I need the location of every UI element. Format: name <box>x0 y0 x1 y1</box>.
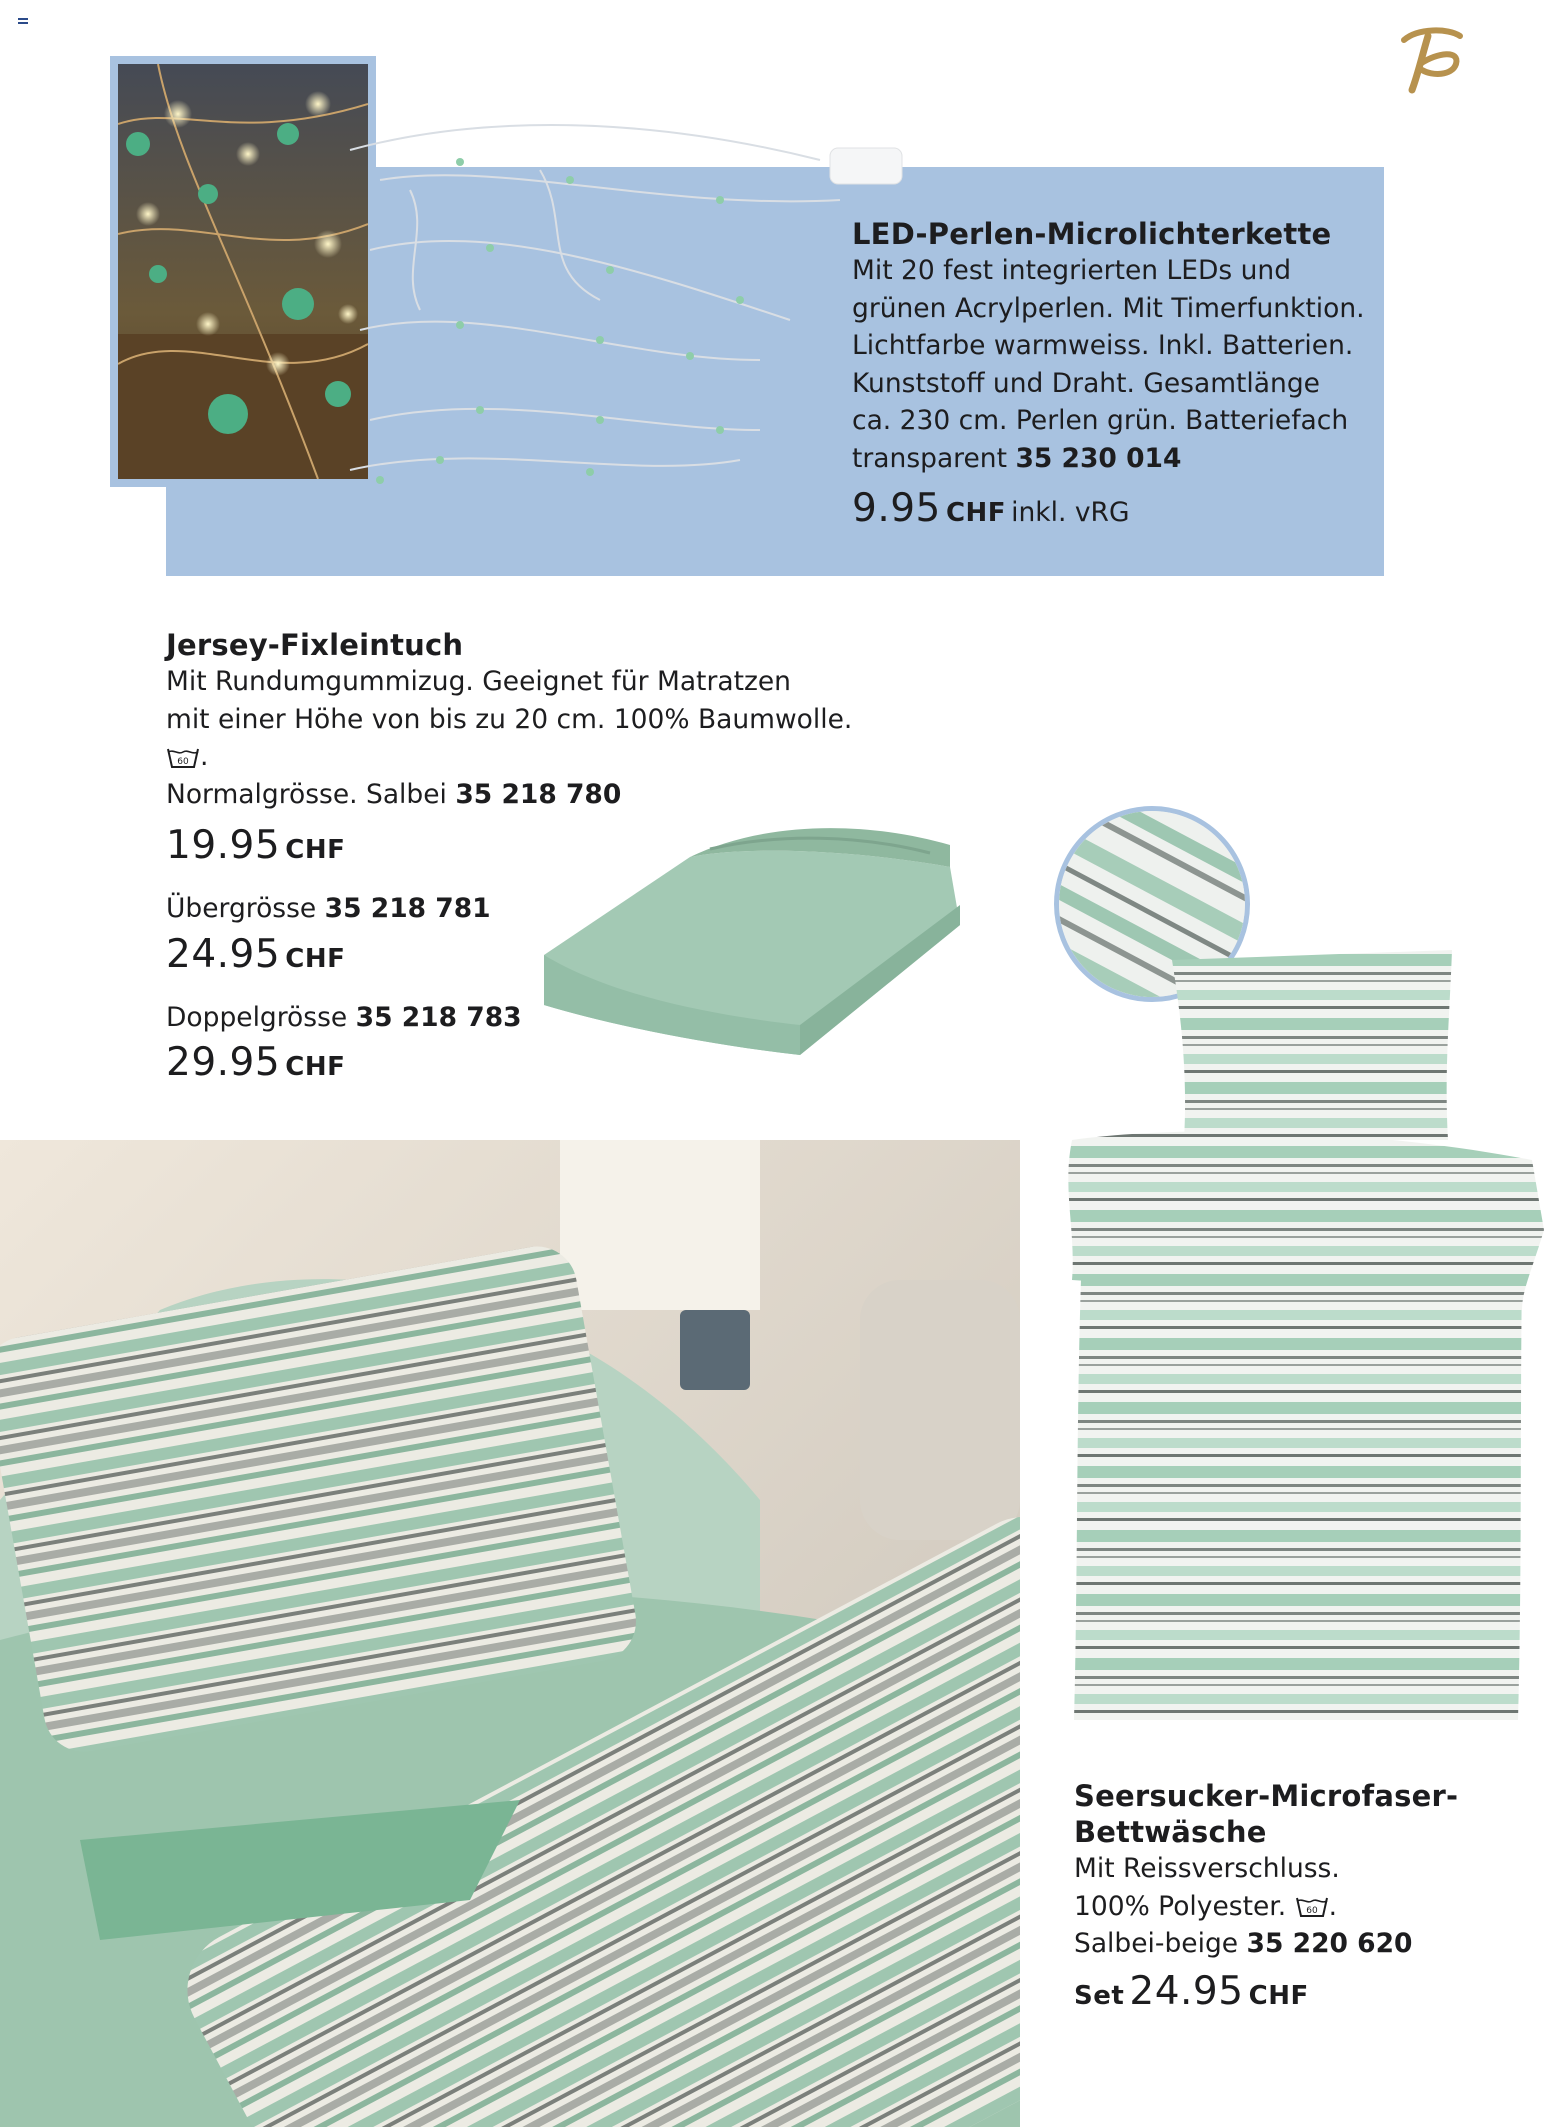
bed-linen-set-image <box>1052 950 1550 1730</box>
jersey-article-oversize: 35 218 781 <box>324 893 491 924</box>
menu-icon <box>18 18 28 26</box>
tchibo-logo-icon <box>1398 26 1466 96</box>
led-line-2: grünen Acrylperlen. Mit Timerfunktion. <box>852 292 1365 324</box>
led-line-6 <box>852 440 1372 478</box>
wash-60-icon <box>1295 1895 1329 1919</box>
jersey-price-double-value: 29.95 <box>166 1040 281 1085</box>
seersucker-title-1: Seersucker-Microfaser- <box>1074 1779 1459 1813</box>
jersey-article-double: 35 218 783 <box>355 1001 522 1033</box>
seersucker-price-value: 24.95 <box>1129 1968 1244 2014</box>
led-lifestyle-photo <box>118 64 368 479</box>
led-string-product-image <box>340 100 920 520</box>
jersey-price-oversize-value: 24.95 <box>166 931 281 977</box>
led-price-currency: CHF <box>945 498 1007 528</box>
jersey-line-2-text: mit einer Höhe von bis zu 20 cm. 100% Baumwolle. <box>166 703 853 735</box>
led-line-4: Kunststoff und Draht. Gesamtlänge <box>852 367 1320 399</box>
fitted-sheet-image <box>530 805 970 1065</box>
jersey-price-oversize-currency: CHF <box>285 943 346 974</box>
led-product-description <box>852 216 1372 477</box>
seersucker-product-description <box>1074 1778 1534 2014</box>
jersey-line-2-end: . <box>200 741 209 772</box>
led-line-3: Lichtfarbe warmweiss. Inkl. Batterien. <box>852 330 1354 361</box>
seersucker-line-2-end: . <box>1328 1890 1338 1922</box>
jersey-price-normal-value: 19.95 <box>166 823 281 868</box>
jersey-oversize-label: Übergrösse <box>166 893 317 924</box>
jersey-line-1: Mit Rundumgummizug. Geeignet für Matratzen <box>166 666 791 697</box>
svg-text:60: 60 <box>177 756 189 767</box>
seersucker-price-currency: CHF <box>1248 1980 1309 2011</box>
led-article-number: 35 230 014 <box>1015 442 1182 474</box>
seersucker-line-2-text: 100% Polyester. <box>1074 1890 1287 1922</box>
led-title: LED-Perlen-Microlichterkette <box>852 217 1332 251</box>
svg-text:60: 60 <box>1305 1906 1318 1916</box>
jersey-line-2 <box>166 701 886 776</box>
seersucker-line-3-text: Salbei-beige <box>1074 1928 1239 1959</box>
jersey-price-double-currency: CHF <box>285 1052 346 1082</box>
led-line-6-text: transparent <box>852 442 1007 474</box>
seersucker-article-number: 35 220 620 <box>1246 1928 1413 1959</box>
seersucker-line-2 <box>1074 1888 1534 1926</box>
seersucker-title-2: Bettwäsche <box>1074 1815 1267 1849</box>
jersey-line-3-text: Normalgrösse. Salbei <box>166 778 447 810</box>
bedroom-lifestyle-photo <box>0 1140 1020 2127</box>
led-line-1: Mit 20 fest integrierten LEDs und <box>852 255 1292 286</box>
wash-60-icon <box>166 746 200 770</box>
led-price <box>852 486 1130 532</box>
led-price-value: 9.95 <box>852 486 941 531</box>
seersucker-price <box>1074 1969 1534 2014</box>
led-line-5: ca. 230 cm. Perlen grün. Batteriefach <box>852 405 1349 436</box>
led-price-suffix: inkl. vRG <box>1011 497 1130 528</box>
seersucker-line-3 <box>1074 1925 1534 1963</box>
seersucker-set-label: Set <box>1074 1980 1125 2011</box>
jersey-double-label: Doppelgrösse <box>166 1001 348 1033</box>
jersey-price-normal-currency: CHF <box>285 835 346 865</box>
seersucker-line-1: Mit Reissverschluss. <box>1074 1853 1340 1884</box>
jersey-title: Jersey-Fixleintuch <box>166 628 464 662</box>
jersey-article-normal: 35 218 780 <box>455 778 622 810</box>
